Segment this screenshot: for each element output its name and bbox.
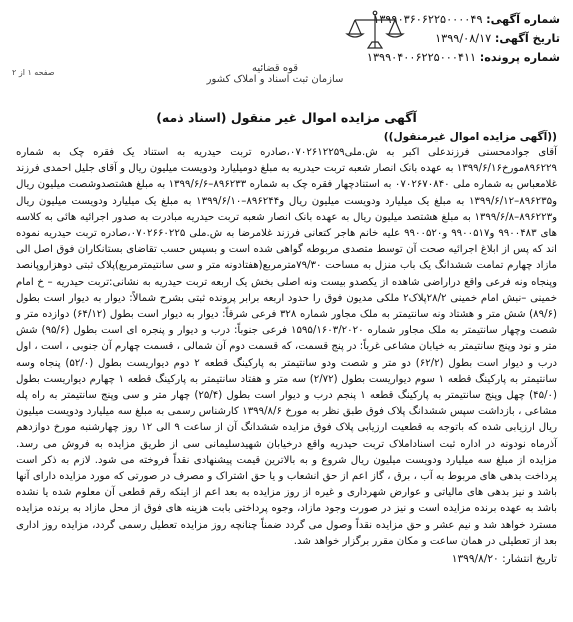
org-line-1: قوه قضائیه — [251, 63, 299, 74]
publish-date-line — [16, 551, 557, 567]
page-number: صفحه ۱ از ۲ — [12, 68, 55, 77]
notice-title: آگهی مزایده اموال غیر منقول (اسناد ذمه) — [156, 110, 417, 125]
scales-icon — [347, 11, 403, 48]
org-caption — [185, 63, 365, 85]
ad-date-label: تاریخ آگهی: — [494, 32, 560, 45]
ad-number: ۱۳۹۹۰۳۶۰۶۲۲۵۰۰۰۰۴۹ — [373, 13, 483, 26]
notice-body — [16, 129, 557, 567]
ad-date: ۱۳۹۹/۰۸/۱۷ — [435, 32, 492, 45]
notice-subtitle: ((آگهی مزایده اموال غیرمنقول)) — [383, 131, 557, 143]
publish-date: ۱۳۹۹/۸/۲۰ — [451, 553, 499, 566]
notice-body-text: آقای جوادمحسنی فرزندعلی اکبر به ش.ملی۰۷۰۲۶۱۲۲۵۹،صادره تربت حیدریه به استناد یک فقره چک به شماره ۸۹۶۲۲۹مورخ۱۳۹۹/۶/۱۶ به عهده بانک انصار شعبه تربت حیدریه به مبلغ دومیلیارد ودویست میلیون ریال و آقای جلیل احمدی فرزند غلامعباس به شماره ملی ۰۷۰۲۶۷۰۸۴۰ به استنادچهار فقره چک به شماره ۸۹۶۲۳۳–۱۳۹۹/۶/۶ به مبلغ هشتصدوشصت میلیون ریال و۸۹۶۲۳۵–۱۳۹۹/۶/۱۲ به مبلغ یک میلیارد ودویست میلیون ریال و۸۹۶۲۴۴–۱۳۹۹/۶/۱۰ به مبلغ یک میلیارد ودویست میلیون ریال و۸۹۶۲۲۳–۱۳۹۹/۶/۸ به مبلغ هشتصد میلیون ریال به عهده بانک انصار شعبه تربت حیدریه مبادرت به صدور اجرائیه هائی به کلاسه های ۹۹۰۰۴۸۳ و۹۹۰۰۵۱۷ و۹۹۰۰۵۲۰ علیه خانم هاجر کتعانی فرزند غلامرضا به ش.ملی ۰۷۰۲۶۶۰۲۲۵،صادره تربت حیدریه نموده اند که پس از ابلاغ اجرائیه صحت آن توسط متصدی مربوطه گواهی شده است و بسپس حسب تقاضای بستانکاران فوق اصل الی مازاد چهارم تمامت ششدانگ یک باب منزل به مساحت ۷۹/۳۰مترمربع(هفتادونه متر و سی سانتیمترمربع)پلاک ثبتی دوهزاروپانصد وپنجاه ونه فرعی واقع دراراضی شاهده از یکصدو بیست ونه اصلی بخش یک اربعه تربت حیدریه به نشانی:تربت حیدریه – خ امام خمینی –نبش امام خمینی ۲۸/۲پلاک۲ ملکی مدیون فوق را حدود اربعه برابر پرونده ثبتی بشرح شمالاً: دیوار به دیوار است بطول (۸۹/۶) شش متر و هشتاد ونه سانتیمتر به ملک مجاور شماره ۳۲۸ فرعی شرقاً: دیوار به دیوار است بطول (۶۴/۱۲) دوازده متر و شصت وچهار سانتیمتر به ملک مجاور شماره ۱۵۹۵/۱۶۰۳/۲۰۲۰ فرعی جنوباً: درب و دیوار و پنجره ای است بطول (۹۵/۶) شش متر و نود وپنج سانتیمتر به خیابان مشاعی غرباً: در پنج قسمت، که قسمت دوم آن شمالی ، قسمت چهارم آن جنوبی ، است ، اول درب و دیوار است بطول (۶۲/۲) دو متر و شصت ودو سانتیمتر به پارکینگ قطعه ۲ دوم دیواریست بطول (۵۲/۰) پنجاه وسه سانتیمتر به پارکینگ قطعه ۱ سوم دیواریست بطول (۲/۷۲) سه متر و هفتاد سانتیمتر به پارکینگ قطعه ۱ چهارم دیواریست بطول (۴۵/۰) چهل وپنج سانتیمتر به پارکینگ قطعه ۱ پنجم درب و دیوار است بطول (۲۵/۴) چهار متر و سی وپنج سانتیمتر به راه پله مشاعی ، بازداشت سپس ششدانگ پلاک فوق طبق نظر به مورخ ۱۳۹۹/۸/۶ کارشناس رسمی به مبلغ سه میلیارد ودویست میلیون ریال ارزیابی شده که باتوجه به قطعیت ارزیابی پلاک فوق مزایده ششدانگ آن از ساعت ۹ الی ۱۲ روز چهارشنبه مورخ دوازدهم آذرماه نودونه در اداره ثبت اسناداملاک تربت حیدریه واقع درخیابان شهیدسلیمانی سی از طریق مزایده به فروش می رسد. مزایده از مبلغ سه میلیارد ودویست میلیون ریال شروع و به بالاترین قیمت پیشنهادی نقداً فروخته می شود. لازم به ذکر است پرداخت بدهی های مربوط به آب ، برق ، گاز اعم از حق انشعاب و یا حق اشتراک و مصرف در صورتی که مورد مزایده دارای آنها باشد و نیز بدهی های مالیاتی و عوارض شهرداری و غیره از روز مزایده به بعد اعم از اینکه رقم قطعی آن معلوم شده یا نشده باشد به عهده برنده مزایده است و نیز در صورت وجود مازاد، وجوه پرداختی بابت هزینه های فوق از محل مازاد به برنده مزایده مسترد خواهد شد و نیم عشر و حق مزایده نقداً وصول می گردد ضمناً چنانچه روز مزایده تعطیل رسمی گردد، مزایده روز اداری بعد از تعطیلی در همان ساعت و مکان مقرر برگزار خواهد شد. — [16, 147, 558, 547]
file-number-label: شماره پرونده: — [479, 51, 560, 64]
ad-number-label: شماره آگهی: — [486, 13, 560, 26]
org-line-2: سازمان ثبت اسناد و املاک کشور — [206, 74, 344, 85]
file-number: ۱۳۹۹۰۴۰۰۶۲۲۵۰۰۰۴۱۱ — [366, 51, 477, 64]
scales-emblem-icon — [300, 8, 450, 60]
publish-date-label: تاریخ انتشار: — [502, 553, 557, 566]
